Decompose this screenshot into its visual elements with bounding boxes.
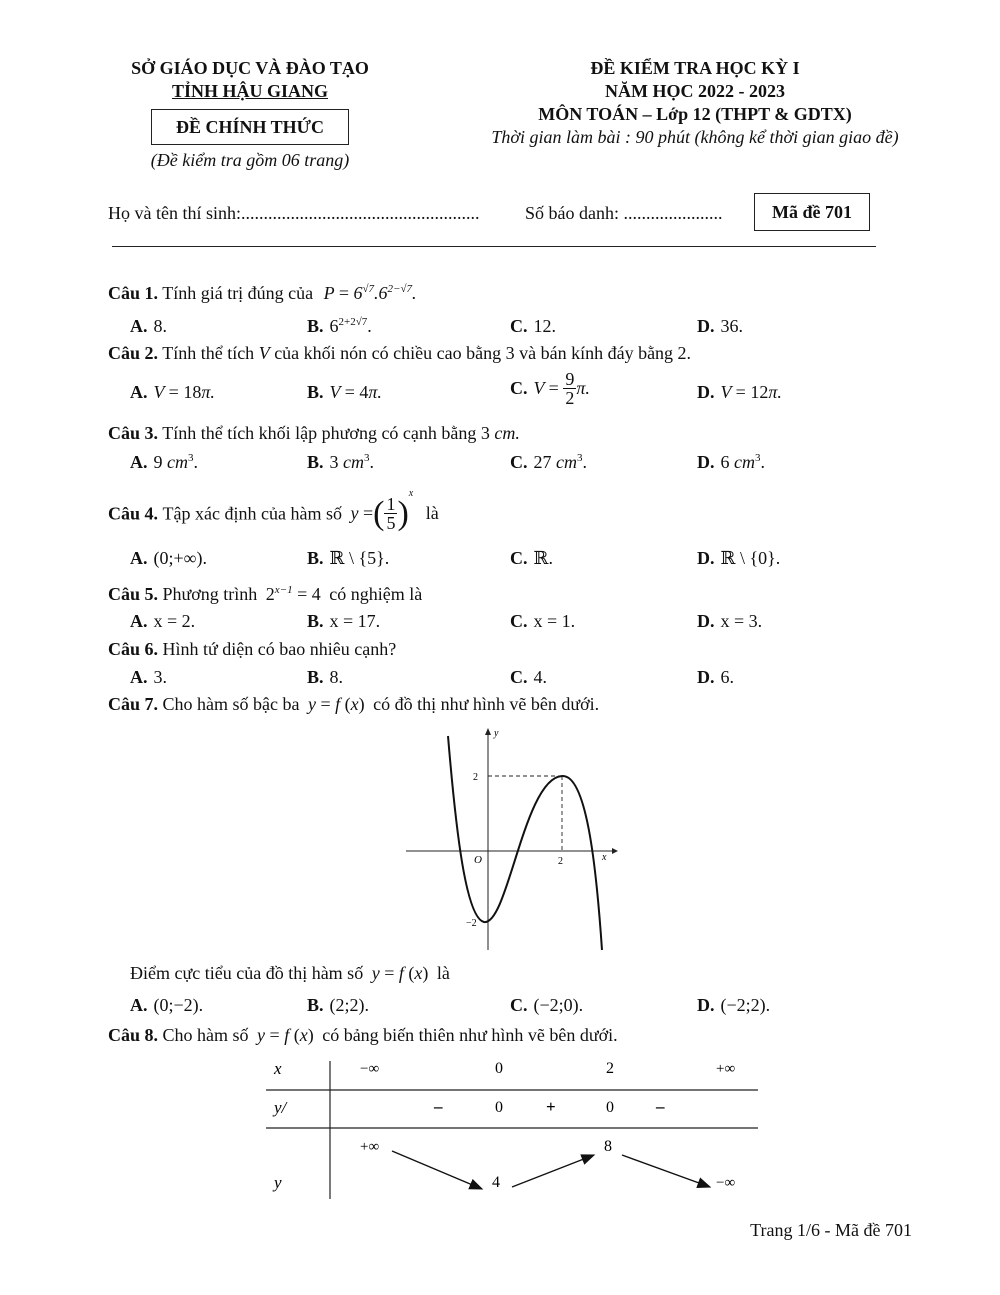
option-d[interactable]: D. 6 $cm^3$.: [697, 452, 765, 472]
option-b[interactable]: B. $6^{2+2√7}$.: [307, 316, 372, 336]
pages-note: (Đề kiểm tra gồm 06 trang): [150, 150, 350, 170]
cubic-function-graph: [400, 722, 620, 954]
student-name-field: Họ và tên thí sinh:.....................................................: [108, 203, 480, 223]
option-b[interactable]: B. ℝ \ {5}.: [307, 548, 390, 568]
option-a[interactable]: A. 9 $cm^3$.: [130, 452, 198, 472]
option-a[interactable]: A. 3.: [130, 667, 167, 687]
arrow-increasing: [512, 1155, 594, 1187]
x-pos-inf: +∞: [716, 1061, 736, 1077]
tick-x-2: 2: [558, 856, 563, 867]
sign-2: +: [546, 1097, 556, 1116]
question-4: Câu 4. Tập xác định của hàm số y =( $\frac{1}{5}$ )$^x$ là: [108, 488, 439, 534]
option-c[interactable]: C. 4.: [510, 667, 547, 687]
page-footer: Trang 1/6 - Mã đề 701: [750, 1220, 912, 1240]
arrow-decreasing-1: [392, 1151, 482, 1189]
y-neg-inf: −∞: [716, 1175, 736, 1191]
question-6: Câu 6. Hình tứ diện có bao nhiêu cạnh?: [108, 639, 397, 659]
question-7-sub: Điểm cực tiểu của đồ thị hàm số y = f (x) là: [130, 963, 450, 983]
option-b[interactable]: B. V = 4π.: [307, 382, 382, 402]
option-a[interactable]: A. V = 18π.: [130, 382, 215, 402]
option-a[interactable]: A. 8.: [130, 316, 167, 336]
option-d[interactable]: D. 36.: [697, 316, 743, 336]
x-2: 2: [606, 1060, 614, 1077]
school-year: NĂM HỌC 2022 - 2023: [605, 81, 785, 101]
option-b[interactable]: B. (2;2).: [307, 995, 370, 1015]
y-pos-inf: +∞: [360, 1139, 380, 1155]
option-c[interactable]: C. x = 1.: [510, 611, 576, 631]
option-b[interactable]: B. 8.: [307, 667, 344, 687]
row-label-x: x: [274, 1059, 282, 1078]
zero-2: 0: [606, 1099, 614, 1116]
origin-label: O: [474, 854, 482, 866]
question-8: Câu 8. Cho hàm số y = f (x) có bảng biến thiên như hình vẽ bên dưới.: [108, 1025, 618, 1045]
row-label-y: y: [274, 1173, 282, 1192]
option-c[interactable]: C. (−2;0).: [510, 995, 584, 1015]
option-d[interactable]: D. V = 12π.: [697, 382, 782, 402]
question-1: [108, 283, 417, 304]
question-5: Câu 5. Phương trình $2^{x-1} = 4$ có nghiệm là: [108, 584, 423, 604]
option-d[interactable]: D. ℝ \ {0}.: [697, 548, 781, 568]
question-text: Tính giá trị đúng của: [162, 283, 314, 303]
option-d[interactable]: D. 6.: [697, 667, 734, 687]
dept-name: SỞ GIÁO DỤC VÀ ĐÀO TẠO: [131, 58, 369, 78]
option-c[interactable]: C. 27 $cm^3$.: [510, 452, 587, 472]
question-2: Câu 2. Tính thể tích V của khối nón có chiều cao bằng 3 và bán kính đáy bằng 2.: [108, 343, 692, 363]
arrow-decreasing-2: [622, 1155, 710, 1187]
tick-y-2: 2: [473, 772, 478, 783]
question-7: Câu 7. Cho hàm số bậc ba y = f (x) có đồ thị như hình vẽ bên dưới.: [108, 694, 600, 714]
official-exam-box: ĐỀ CHÍNH THỨC: [151, 109, 349, 145]
sign-1: –: [434, 1097, 443, 1116]
time-note: Thời gian làm bài : 90 phút (không kể thời gian giao đề): [491, 127, 899, 147]
option-b[interactable]: B. 3 $cm^3$.: [307, 452, 375, 472]
question-label: Câu 1.: [108, 283, 159, 303]
exam-code-box: Mã đề 701: [754, 193, 870, 231]
tick-y-neg2: −2: [466, 918, 477, 929]
zero-1: 0: [495, 1099, 503, 1116]
province-name: TỈNH HẬU GIANG: [171, 81, 328, 101]
formula: $P = 6^{√7}.6^{2-√7}$.: [323, 283, 417, 303]
sign-3: –: [656, 1097, 665, 1116]
student-id-field: Số báo danh: ......................: [525, 203, 723, 223]
option-c[interactable]: C. V = $\frac{9}{2}$ π.: [510, 369, 590, 408]
x-0: 0: [495, 1060, 503, 1077]
header-divider: [112, 246, 876, 247]
variation-table: [262, 1055, 762, 1205]
row-label-yprime: y/: [274, 1098, 287, 1117]
option-d[interactable]: D. (−2;2).: [697, 995, 771, 1015]
option-a[interactable]: A. x = 2.: [130, 611, 196, 631]
x-neg-inf: −∞: [360, 1061, 380, 1077]
question-3: Câu 3. Tính thể tích khối lập phương có cạnh bằng 3 cm.: [108, 423, 520, 443]
y-min-4: 4: [492, 1174, 500, 1191]
option-c[interactable]: C. 12.: [510, 316, 556, 336]
x-axis-label: x: [602, 852, 607, 863]
subject-line: MÔN TOÁN – Lớp 12 (THPT & GDTX): [538, 104, 852, 124]
x-axis-arrow: [612, 848, 618, 854]
option-a[interactable]: A. (0;+∞).: [130, 548, 207, 568]
option-d[interactable]: D. x = 3.: [697, 611, 763, 631]
option-a[interactable]: A. (0;−2).: [130, 995, 204, 1015]
exam-title: ĐỀ KIỂM TRA HỌC KỲ I: [590, 58, 800, 78]
option-c[interactable]: C. ℝ.: [510, 548, 553, 568]
y-max-8: 8: [604, 1138, 612, 1155]
y-axis-label: y: [494, 728, 499, 739]
option-b[interactable]: B. x = 17.: [307, 611, 381, 631]
y-axis-arrow: [485, 728, 491, 735]
